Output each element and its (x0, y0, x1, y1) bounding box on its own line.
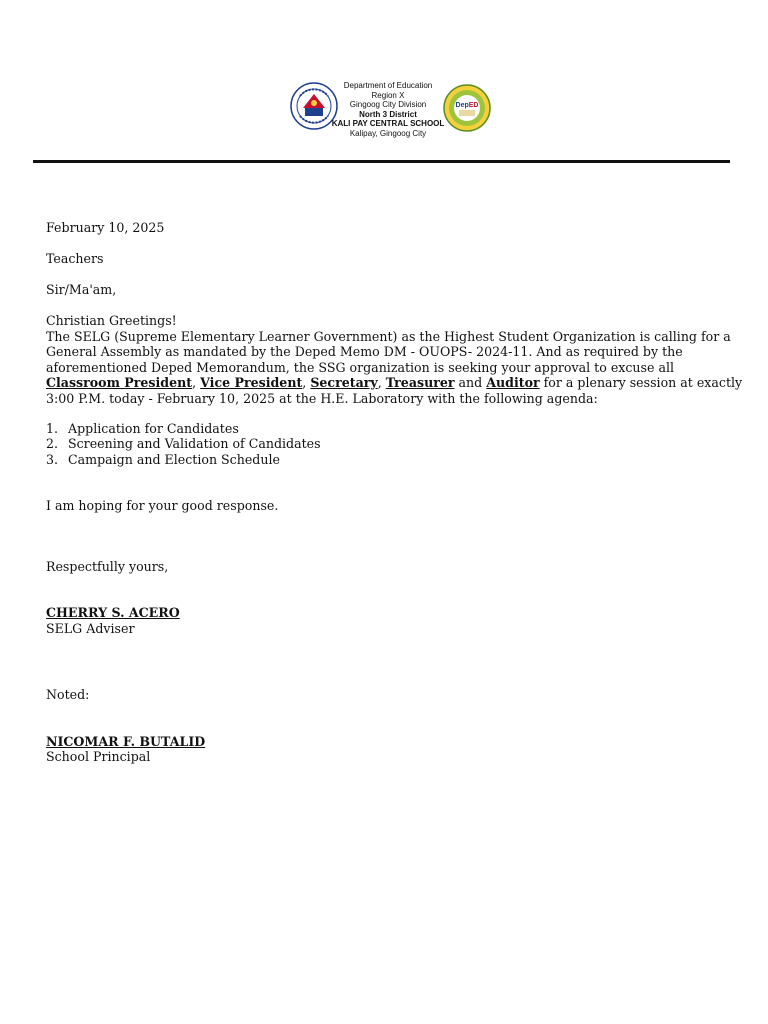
separator: , (302, 375, 307, 390)
signatory-title: SELG Adviser (46, 621, 135, 636)
officer-secretary: Secretary (310, 375, 378, 390)
school-name: KALI PAY CENTRAL SCHOOL (331, 119, 445, 129)
paragraph-line: The SELG (Supreme Elementary Learner Government) as the Highest Student Organization is calling for a (46, 328, 731, 344)
closing-line: I am hoping for your good response. (46, 498, 279, 513)
district-name: North 3 District (359, 109, 417, 119)
letter-date: February 10, 2025 (46, 220, 165, 235)
complimentary-close: Respectfully yours, (46, 559, 169, 574)
svg-text:DepED: DepED (455, 102, 479, 109)
letterhead-text (330, 81, 446, 139)
paragraph-line: 3:00 P.M. today - February 10, 2025 at the H.E. Laboratory with the following agenda: (46, 390, 598, 406)
officer-treasurer: Treasurer (385, 375, 455, 390)
list-number: 1. (46, 421, 59, 436)
officers-tail: for a plenary session at exactly (543, 375, 743, 390)
list-item (46, 452, 321, 467)
header-divider (33, 160, 730, 163)
noted-label: Noted: (46, 687, 90, 702)
officer-vice-president: Vice President (200, 375, 303, 390)
signatory-name: CHERRY S. ACERO (46, 605, 180, 620)
agenda-list (46, 421, 321, 467)
principal-title: School Principal (46, 749, 151, 764)
officer-auditor: Auditor (486, 375, 540, 390)
recipient: Teachers (46, 251, 104, 266)
officer-president: Classroom President (46, 375, 193, 390)
division-name: Gingoog City Division (349, 100, 427, 110)
list-text: Campaign and Election Schedule (68, 451, 280, 467)
salutation: Sir/Ma'am, (46, 282, 117, 297)
conjunction: and (458, 375, 483, 390)
separator: , (192, 375, 197, 390)
list-number: 3. (46, 451, 59, 467)
list-number: 2. (46, 436, 59, 452)
school-address: Kalipay, Gingoog City (349, 128, 427, 138)
list-item (46, 436, 321, 451)
list-text: Screening and Validation of Candidates (68, 436, 321, 452)
paragraph-line: aforementioned Deped Memorandum, the SSG organization is seeking your approval to excuse all (46, 359, 675, 375)
principal-name: NICOMAR F. BUTALID (46, 734, 206, 749)
school-seal-icon (443, 84, 491, 132)
region-name: Region X (371, 90, 405, 100)
separator: , (377, 375, 382, 390)
greeting: Christian Greetings! (46, 313, 177, 328)
department-name: Department of Education (343, 81, 433, 90)
letterhead (0, 80, 768, 140)
list-text: Application for Candidates (68, 421, 239, 436)
list-item (46, 421, 321, 436)
paragraph-line: General Assembly as mandated by the Deped Memo DM - OUOPS- 2024-11. And as required by the (46, 344, 683, 359)
officers-line (46, 375, 742, 390)
